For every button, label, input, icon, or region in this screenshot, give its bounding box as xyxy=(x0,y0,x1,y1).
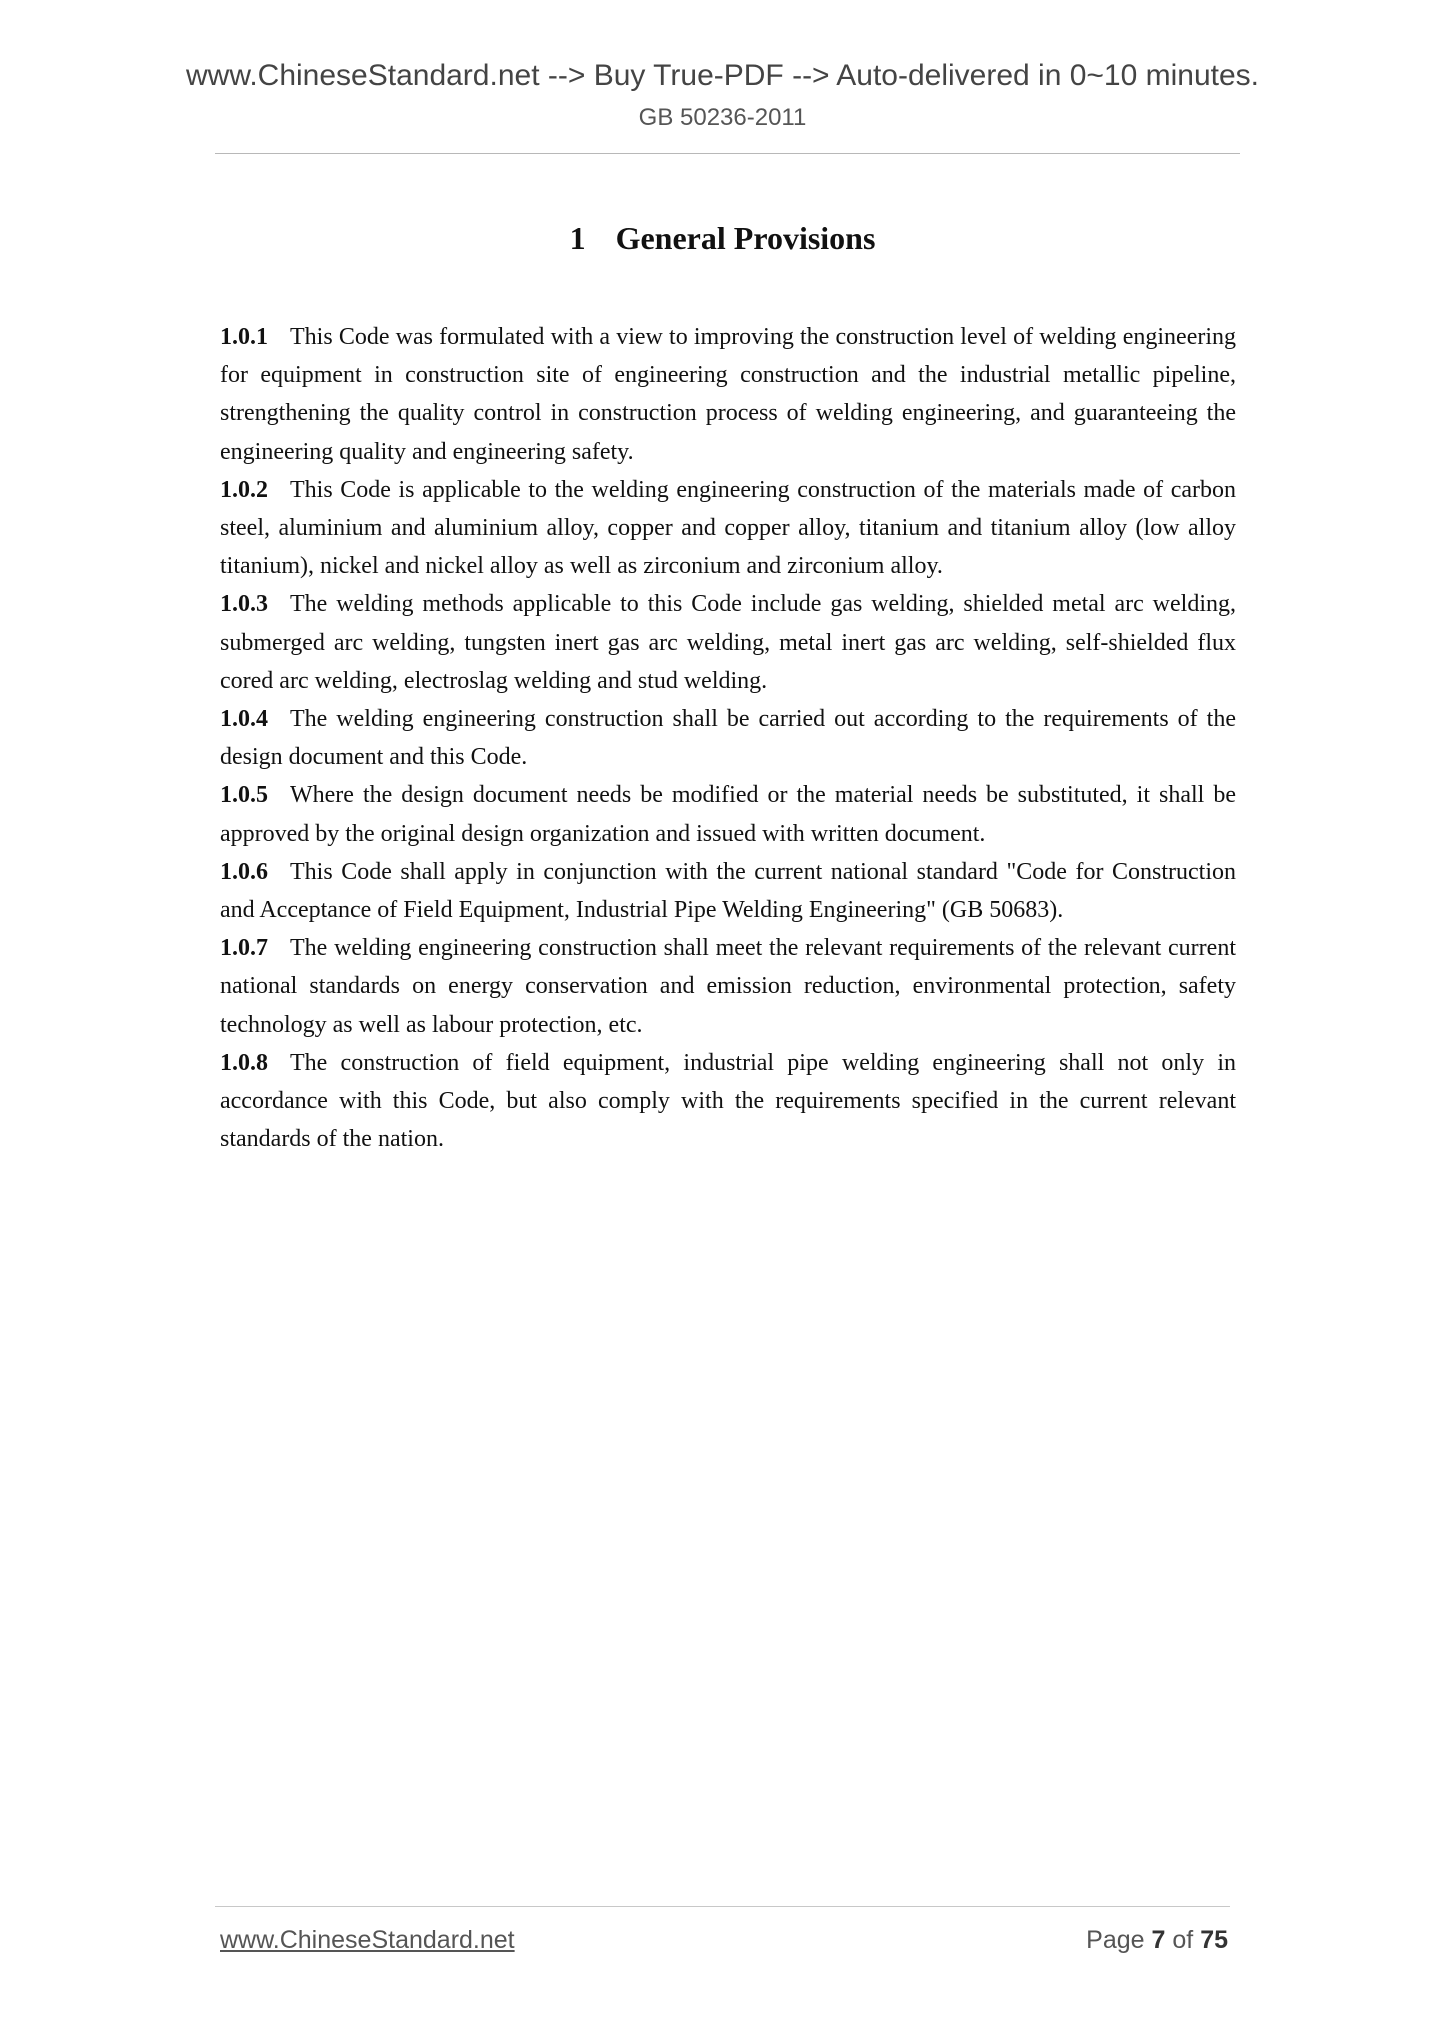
clause-text: The welding methods applicable to this Code include gas welding, shielded metal arc welding, submerged arc welding, tungsten inert gas arc welding, metal inert gas arc welding, self-shielded flux cored arc welding, electroslag welding and stud welding. xyxy=(220,591,1236,694)
clause-text: This Code was formulated with a view to improving the construction level of welding engineering for equipment in construction site of engineering construction and the industrial metallic pipeline, strengthening the quality control in construction process of welding engineering, and guaranteeing the engineering quality and engineering safety. xyxy=(220,324,1236,465)
clause-1-0-2 xyxy=(220,471,1236,586)
header-banner: www.ChineseStandard.net --> Buy True-PDF --> Auto-delivered in 0~10 minutes. xyxy=(185,59,1260,92)
footer-website-link[interactable]: www.ChineseStandard.net xyxy=(220,1926,515,1954)
clause-list xyxy=(220,318,1236,1158)
clause-1-0-4 xyxy=(220,700,1236,776)
clause-number: 1.0.7 xyxy=(220,935,268,962)
clause-number: 1.0.6 xyxy=(220,858,268,885)
chapter-title xyxy=(0,220,1445,257)
clause-number: 1.0.8 xyxy=(220,1049,268,1076)
clause-1-0-7 xyxy=(220,929,1236,1044)
clause-number: 1.0.4 xyxy=(220,706,268,733)
clause-text: The welding engineering construction shall be carried out according to the requirements of the design document and this Code. xyxy=(220,706,1236,771)
clause-1-0-1 xyxy=(220,318,1236,471)
page-of: of xyxy=(1172,1926,1194,1954)
clause-number: 1.0.1 xyxy=(220,324,268,350)
clause-number: 1.0.2 xyxy=(220,476,268,503)
clause-text: This Code shall apply in conjunction with the current national standard "Code for Construction and Acceptance of Field Equipment, Industrial Pipe Welding Engineering" (GB 50683). xyxy=(220,858,1236,924)
page-indicator xyxy=(1086,1926,1228,1955)
clause-number: 1.0.3 xyxy=(220,591,268,618)
page-label: Page xyxy=(1086,1926,1145,1954)
header-divider xyxy=(215,153,1240,154)
footer-divider xyxy=(215,1906,1230,1907)
clause-text: Where the design document needs be modified or the material needs be substituted, it shall be approved by the original design organization and issued with written document. xyxy=(220,782,1236,847)
clause-text: The welding engineering construction shall meet the relevant requirements of the relevant current national standards on energy conservation and emission reduction, environmental protection, safety technology as well as labour protection, etc. xyxy=(220,935,1236,1038)
clause-1-0-8 xyxy=(220,1044,1236,1159)
clause-text: This Code is applicable to the welding engineering construction of the materials made of carbon steel, aluminium and aluminium alloy, copper and copper alloy, titanium and titanium alloy (low alloy titanium), nickel and nickel alloy as well as zirconium and zirconium alloy. xyxy=(220,476,1236,580)
clause-text: The construction of field equipment, industrial pipe welding engineering shall not only in accordance with this Code, but also comply with the requirements specified in the current relevant standards of the nation. xyxy=(220,1049,1236,1153)
clause-1-0-6 xyxy=(220,853,1236,929)
clause-1-0-5 xyxy=(220,776,1236,852)
clause-1-0-3 xyxy=(220,585,1236,700)
chapter-title-text: General Provisions xyxy=(615,220,876,256)
chapter-number: 1 xyxy=(569,220,586,256)
page-total: 75 xyxy=(1200,1926,1228,1954)
document-code: GB 50236-2011 xyxy=(638,104,807,131)
clause-number: 1.0.5 xyxy=(220,782,268,809)
page-current: 7 xyxy=(1151,1926,1166,1954)
